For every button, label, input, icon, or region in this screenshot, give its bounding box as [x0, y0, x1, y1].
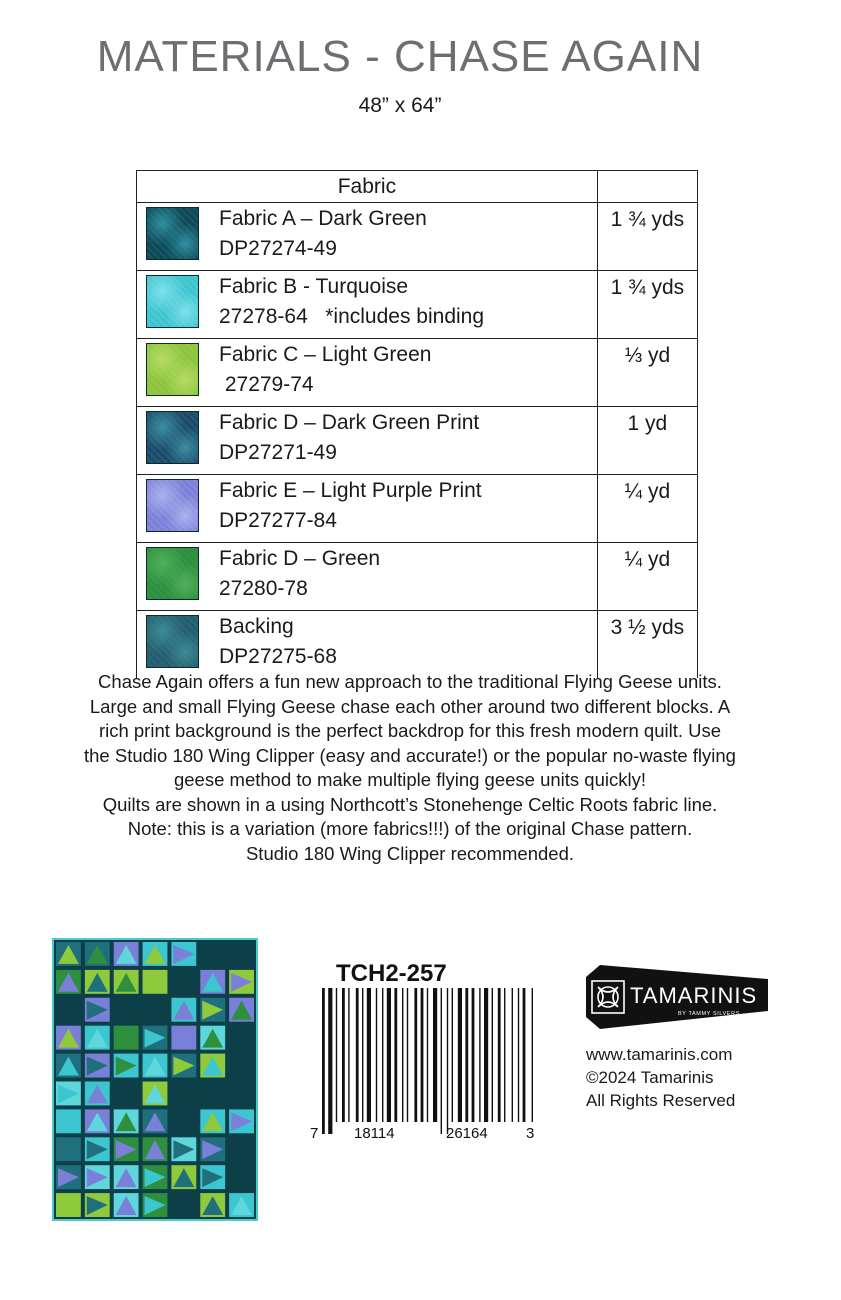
- fabric-quantity: 1 ¾ yds: [597, 271, 697, 339]
- barcode-bar: [518, 988, 519, 1122]
- barcode-bar: [336, 988, 337, 1122]
- column-header-fabric: Fabric: [137, 171, 598, 203]
- barcode-bar: [498, 988, 501, 1122]
- fabric-name: Fabric E – Light Purple Print: [219, 479, 482, 502]
- table-header-row: [137, 171, 698, 203]
- barcode-bar: [523, 988, 526, 1122]
- table-row: [137, 611, 698, 679]
- upc-barcode: [308, 988, 544, 1148]
- fabric-name: Fabric B - Turquoise: [219, 275, 409, 298]
- description-line: Studio 180 Wing Clipper recommended.: [245, 842, 575, 864]
- fabric-cell: [137, 339, 598, 407]
- fabric-name: Fabric D – Dark Green Print: [219, 411, 480, 434]
- barcode-bar: [433, 988, 437, 1122]
- fabric-code: DP27277-84: [219, 509, 337, 532]
- fabric-name: Fabric C – Light Green: [219, 343, 432, 366]
- barcode-digits-right: 26164: [446, 1125, 488, 1142]
- barcode-bar: [387, 988, 391, 1122]
- fabric-cell: [137, 407, 598, 475]
- barcode-bar: [465, 988, 468, 1122]
- fabric-quantity: ¼ yd: [597, 475, 697, 543]
- barcode-bar: [479, 988, 480, 1122]
- page-title: MATERIALS - CHASE AGAIN: [96, 32, 704, 81]
- barcode-bar: [492, 988, 493, 1122]
- barcode-bar: [348, 988, 349, 1122]
- barcode-bar: [421, 988, 424, 1122]
- barcode-bar: [394, 988, 397, 1122]
- barcode-bar: [407, 988, 408, 1122]
- quilt-size: 48” x 64”: [358, 94, 442, 117]
- barcode-digits-left: 18114: [354, 1125, 395, 1142]
- quilt-photo: [52, 938, 258, 1221]
- barcode-bar: [328, 988, 332, 1134]
- barcode-bar: [367, 988, 371, 1122]
- barcode-bar: [414, 988, 417, 1122]
- barcode-bar: [452, 988, 453, 1122]
- fabric-cell: [137, 611, 598, 679]
- table-row: [137, 543, 698, 611]
- fabric-swatch: [146, 343, 199, 396]
- barcode-bar: [472, 988, 475, 1122]
- table-row: [137, 339, 698, 407]
- description-line: Chase Again offers a fun new approach to the traditional Flying Geese units.: [98, 671, 722, 692]
- fabric-swatch: [146, 479, 199, 532]
- barcode-bar: [356, 988, 359, 1122]
- barcode-bar: [362, 988, 363, 1122]
- fabric-cell: [137, 475, 598, 543]
- pattern-description: [40, 670, 780, 866]
- website-link[interactable]: www.tamarinis.com: [586, 1045, 733, 1064]
- barcode-bar: [342, 988, 345, 1122]
- fabric-cell: [137, 203, 598, 271]
- tamarinis-logo: [586, 965, 770, 1034]
- fabric-swatch: [146, 615, 199, 668]
- fabric-name: Fabric D – Green: [219, 547, 381, 570]
- product-sku: TCH2-257: [336, 960, 447, 987]
- rights-text: All Rights Reserved: [586, 1091, 736, 1110]
- copyright-text: ©2024 Tamarinis: [586, 1068, 714, 1087]
- barcode-digit-first: 7: [310, 1125, 319, 1142]
- fabric-quantity: 1 yd: [597, 407, 697, 475]
- fabric-code: DP27275-68: [219, 645, 337, 668]
- description-line: geese method to make multiple flying geese units quickly!: [173, 769, 646, 790]
- fabric-cell: [137, 543, 598, 611]
- fabric-swatch: [146, 547, 199, 600]
- table-row: [137, 271, 698, 339]
- fabric-code: DP27271-49: [219, 441, 337, 464]
- table-row: [137, 475, 698, 543]
- quilt-pattern-graphic: [54, 940, 256, 1219]
- brand-tagline: BY TAMMY SILVERS: [678, 1011, 740, 1017]
- fabric-swatch: [146, 275, 199, 328]
- barcode-digit-last: 3: [526, 1125, 535, 1142]
- description-line: the Studio 180 Wing Clipper (easy and accurate!) or the popular no-waste flying: [84, 744, 736, 766]
- description-line: rich print background is the perfect backdrop for this fresh modern quilt. Use: [98, 720, 722, 741]
- fabric-code: 27280-78: [219, 577, 308, 600]
- column-header-quantity: [597, 171, 697, 203]
- barcode-bar: [322, 988, 325, 1134]
- brand-name: TAMARINIS: [630, 983, 758, 1008]
- barcode-bar: [484, 988, 488, 1122]
- table-row: [137, 407, 698, 475]
- fabric-quantity: ⅓ yd: [597, 339, 697, 407]
- fabric-quantity: 1 ¾ yds: [597, 203, 697, 271]
- barcode-bar: [458, 988, 462, 1122]
- fabric-swatch: [146, 207, 199, 260]
- barcode-bar: [427, 988, 428, 1122]
- barcode-bars: [322, 988, 533, 1134]
- fabric-code: 27278-64 *includes binding: [219, 305, 485, 328]
- barcode-bar: [376, 988, 377, 1122]
- description-line: Note: this is a variation (more fabrics!!!) of the original Chase pattern.: [127, 818, 693, 839]
- contact-info: [586, 1043, 735, 1112]
- fabric-quantity: ¼ yd: [597, 543, 697, 611]
- barcode-bar: [447, 988, 448, 1134]
- fabric-code: DP27274-49: [219, 237, 337, 260]
- barcode-bar: [512, 988, 513, 1122]
- fabric-cell: [137, 271, 598, 339]
- barcode-bar: [504, 988, 505, 1122]
- table-row: [137, 203, 698, 271]
- fabric-name: Fabric A – Dark Green: [219, 207, 427, 230]
- description-line: Large and small Flying Geese chase each other around two different blocks. A: [89, 695, 731, 717]
- description-line: Quilts are shown in a using Northcott’s Stonehenge Celtic Roots fabric line.: [102, 793, 718, 815]
- barcode-bar: [382, 988, 383, 1122]
- fabric-code: 27279-74: [219, 373, 314, 396]
- barcode-bar: [441, 988, 442, 1134]
- materials-table: [136, 170, 698, 678]
- fabric-quantity: 3 ½ yds: [597, 611, 697, 679]
- fabric-name: Backing: [219, 615, 294, 638]
- fabric-swatch: [146, 411, 199, 464]
- barcode-bar: [532, 988, 533, 1122]
- barcode-bar: [402, 988, 403, 1122]
